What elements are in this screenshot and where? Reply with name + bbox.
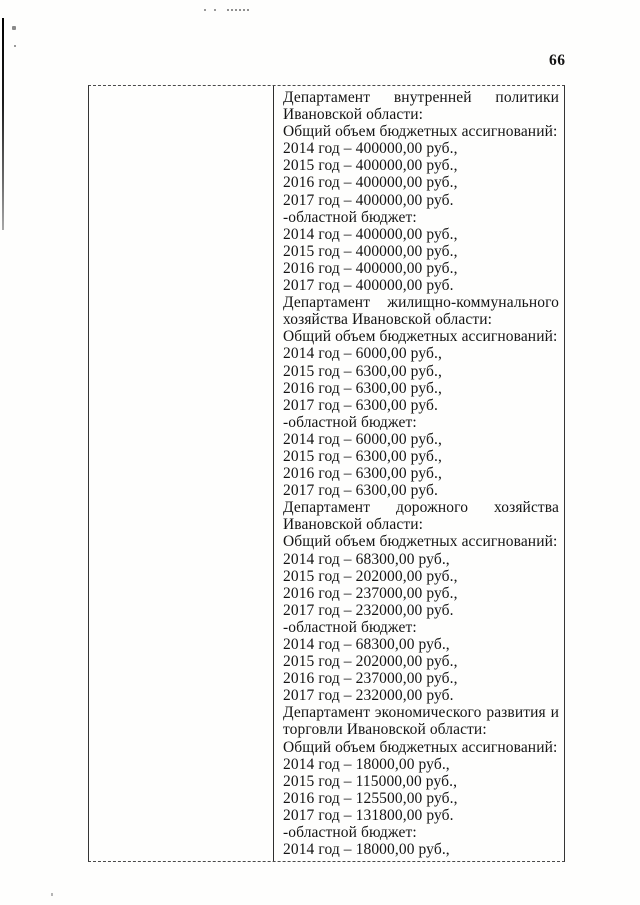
- amount-line: 2015 год – 202000,00 руб.,: [283, 567, 458, 585]
- section-label-line: Общий объем бюджетных ассигнований:: [283, 533, 558, 551]
- amount-line: 2015 год – 115000,00 руб.,: [283, 772, 458, 790]
- word: внутренней: [393, 89, 472, 106]
- scan-artifact-dash: [227, 9, 249, 11]
- scan-artifact-speck: [12, 26, 16, 30]
- scan-artifact-dot: [204, 9, 206, 11]
- amount-line: 2015 год – 400000,00 руб.,: [283, 157, 458, 175]
- scan-artifact-dots: [204, 9, 249, 13]
- department-title-line: [283, 89, 559, 106]
- section-label-line: Общий объем бюджетных ассигнований:: [283, 328, 558, 346]
- table-cell-left: [89, 86, 274, 861]
- amount-line: 2014 год – 68300,00 руб.,: [283, 636, 450, 653]
- amount-line: 2017 год – 400000,00 руб.: [283, 277, 454, 295]
- word: Департамент: [283, 704, 371, 722]
- amount-line: 2016 год – 6300,00 руб.,: [283, 379, 442, 397]
- word: экономического: [374, 704, 482, 722]
- section-label-line: Общий объем бюджетных ассигнований:: [283, 738, 558, 756]
- scan-artifact-edge-line: [2, 18, 4, 230]
- amount-line: 2014 год – 400000,00 руб.,: [283, 225, 458, 243]
- word: и: [550, 704, 559, 722]
- department-title-line: [283, 499, 559, 516]
- scan-artifact-speck: [51, 893, 53, 896]
- scan-artifact-speck: [14, 45, 16, 47]
- amount-line: 2017 год – 6300,00 руб.: [283, 482, 438, 500]
- amount-line: 2016 год – 125500,00 руб.,: [283, 789, 458, 807]
- amount-line: 2016 год – 6300,00 руб.,: [283, 465, 442, 483]
- section-label-line: Общий объем бюджетных ассигнований:: [283, 123, 558, 141]
- word: жилищно-коммунального: [387, 294, 559, 312]
- amount-line: 2016 год – 400000,00 руб.,: [283, 174, 458, 192]
- word: дорожного: [395, 499, 469, 517]
- amount-line: 2014 год – 400000,00 руб.,: [283, 140, 458, 158]
- scan-artifact-dot: [214, 9, 216, 11]
- department-title-line: хозяйства Ивановской области:: [283, 311, 493, 329]
- department-title-line: [283, 294, 559, 311]
- section-label-line: -областной бюджет:: [283, 208, 417, 226]
- word: Департамент: [283, 89, 371, 106]
- amount-line: 2017 год – 6300,00 руб.: [283, 396, 438, 414]
- budget-table: [88, 85, 565, 862]
- amount-line: 2014 год – 6000,00 руб.,: [283, 345, 442, 363]
- amount-line: 2016 год – 237000,00 руб.,: [283, 584, 458, 602]
- amount-line: 2014 год – 18000,00 руб.,: [283, 841, 450, 859]
- amount-line: 2014 год – 18000,00 руб.,: [283, 755, 450, 773]
- word: политики: [495, 89, 559, 106]
- amount-line: 2017 год – 232000,00 руб.: [283, 687, 454, 705]
- section-label-line: -областной бюджет:: [283, 824, 417, 842]
- word: Департамент: [283, 499, 371, 517]
- amount-line: 2015 год – 202000,00 руб.,: [283, 653, 458, 671]
- amount-line: 2015 год – 400000,00 руб.,: [283, 242, 458, 260]
- table-cell-right: [274, 86, 564, 861]
- page-number: 66: [549, 52, 566, 69]
- word: Департамент: [283, 294, 371, 312]
- amount-line: 2014 год – 6000,00 руб.,: [283, 430, 442, 448]
- section-label-line: -областной бюджет:: [283, 618, 417, 636]
- amount-line: 2015 год – 6300,00 руб.,: [283, 447, 442, 465]
- section-label-line: -областной бюджет:: [283, 413, 417, 431]
- word: хозяйства: [493, 499, 559, 517]
- amount-line: 2017 год – 232000,00 руб.: [283, 601, 454, 619]
- amount-line: 2017 год – 131800,00 руб.: [283, 806, 454, 824]
- amount-line: 2016 год – 237000,00 руб.,: [283, 670, 458, 688]
- word: развития: [486, 704, 546, 722]
- amount-line: 2015 год – 6300,00 руб.,: [283, 362, 442, 380]
- department-title-line: [283, 704, 559, 721]
- department-title-line: торговли Ивановской области:: [283, 721, 487, 739]
- department-title-line: Ивановской области:: [283, 516, 424, 534]
- amount-line: 2017 год – 400000,00 руб.: [283, 191, 454, 209]
- department-title-line: Ивановской области:: [283, 106, 424, 124]
- amount-line: 2016 год – 400000,00 руб.,: [283, 259, 458, 277]
- amount-line: 2014 год – 68300,00 руб.,: [283, 550, 450, 568]
